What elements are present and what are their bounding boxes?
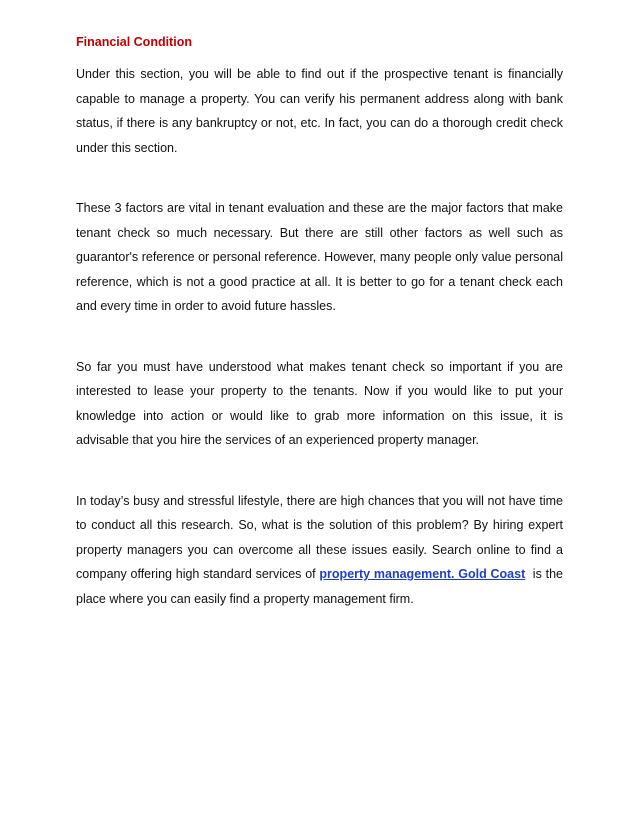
paragraph-spacer — [76, 319, 563, 355]
document-page — [76, 34, 567, 611]
paragraph-text-after-link: is the place where you can easily find a property management firm. — [76, 567, 567, 606]
paragraph-spacer — [76, 160, 563, 196]
paragraph-property-manager: So far you must have understood what makes tenant check so important if you are interested to lease your property to the tenants. Now if you would like to put your knowledge into action or would like to grab more information on this issue, it is advisable that you hire the services of an experienced property manager. — [76, 359, 563, 447]
paragraph-busy-lifestyle — [76, 489, 567, 612]
paragraph-text-before-link: In today’s busy and stressful lifestyle, there are high chances that you will not have time to conduct all this research. So, what is the solution of this problem? By hiring expert property managers you can overcome all these issues easily. Search online to find a company offering high standard services of — [76, 493, 563, 581]
paragraph-spacer — [76, 453, 563, 489]
section-heading: Financial Condition — [76, 35, 192, 49]
property-management-link[interactable]: property management. Gold Coast — [319, 567, 526, 581]
paragraph-tenant-evaluation: These 3 factors are vital in tenant evaluation and these are the major factors that make tenant check so much necessary. But there are still other factors as well such as guarantor's reference or personal reference. However, many people only value personal reference, which is not a good practice at all. It is better to go for a tenant check each and every time in order to avoid future hassles. — [76, 201, 563, 313]
paragraph-financial-condition: Under this section, you will be able to find out if the prospective tenant is financially capable to manage a property. You can verify his permanent address along with bank status, if there is any bankruptcy or not, etc. In fact, you can do a thorough credit check under this section. — [76, 67, 563, 155]
